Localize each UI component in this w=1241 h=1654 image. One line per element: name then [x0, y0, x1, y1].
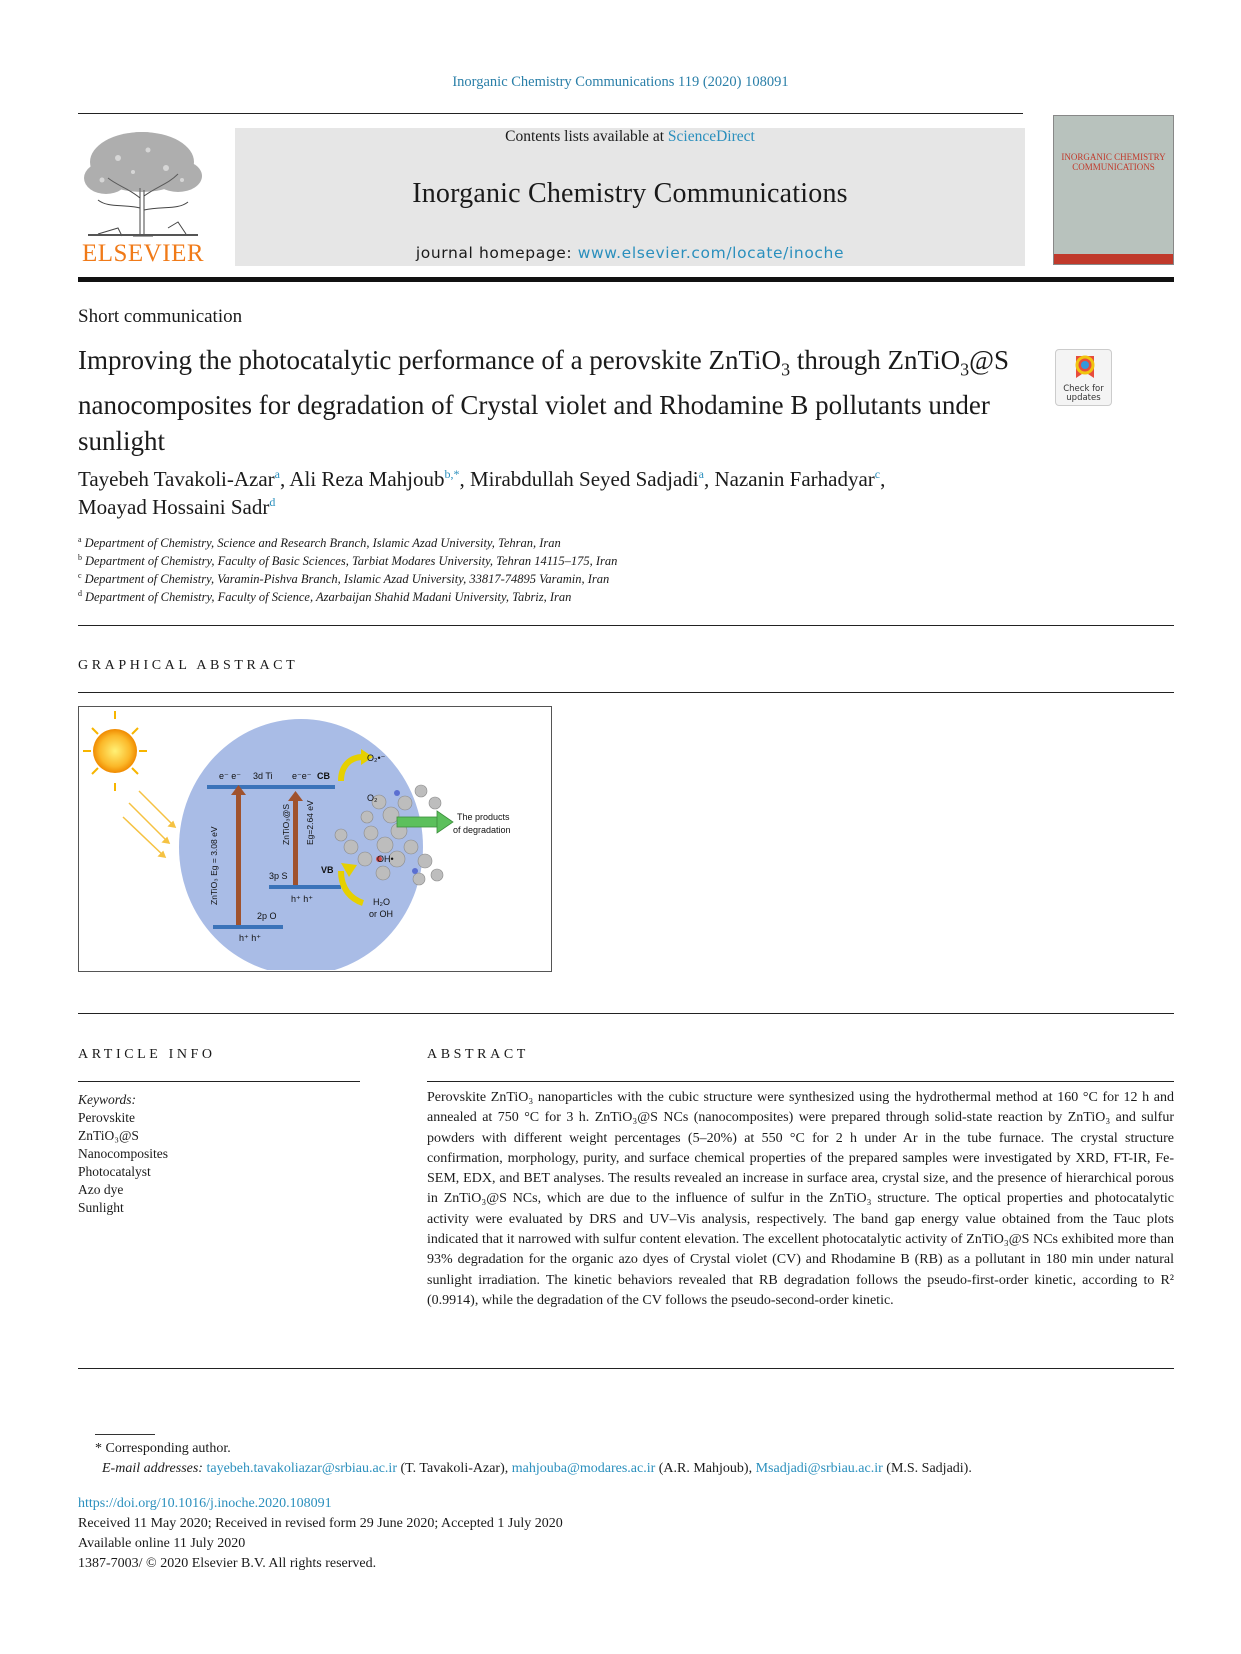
email-owner: (A.R. Mahjoub),	[655, 1461, 756, 1476]
email-link[interactable]: mahjouba@modares.ac.ir	[511, 1461, 656, 1476]
graphical-abstract-figure[interactable]	[78, 706, 552, 972]
affiliation-text: Department of Chemistry, Faculty of Basic Sciences, Tarbiat Modares University, Tehran 14115–175, Iran	[85, 554, 618, 568]
ti-level-label: 3d Ti	[253, 771, 273, 781]
homepage-prefix: journal homepage:	[415, 244, 578, 262]
author-name[interactable]: Mirabdullah Seyed Sadjadi	[469, 467, 699, 491]
author-name[interactable]: Ali Reza Mahjoub	[289, 467, 445, 491]
hydroxyl-radical-label: OH•	[377, 854, 394, 864]
sun-icon	[83, 711, 147, 791]
keyword-item: Azo dye	[78, 1182, 124, 1197]
keywords-label: Keywords:	[78, 1092, 136, 1107]
article-info-rule	[78, 1081, 360, 1082]
email-link[interactable]: Msadjadi@srbiau.ac.ir	[755, 1461, 883, 1476]
cover-title: INORGANIC CHEMISTRY COMMUNICATIONS	[1061, 152, 1166, 172]
products-label-line2: of degradation	[453, 825, 511, 835]
affiliation-item	[78, 552, 617, 570]
abstract-heading: ABSTRACT	[427, 1047, 529, 1062]
sciencedirect-link[interactable]: ScienceDirect	[667, 128, 755, 145]
cb-label: CB	[317, 771, 330, 781]
journal-reference[interactable]: Inorganic Chemistry Communications 119 (2020) 108091	[452, 74, 789, 90]
author-affil-sup[interactable]: a	[698, 467, 704, 481]
title-part-1: Improving the photocatalytic performance of a perovskite ZnTiO	[78, 345, 782, 375]
email-label: E-mail addresses:	[102, 1461, 203, 1476]
affiliation-sup: b	[78, 552, 82, 562]
o-level-label: 2p O	[257, 911, 277, 921]
header-top-rule	[78, 113, 1023, 114]
corresponding-author-note: * Corresponding author.	[95, 1441, 231, 1456]
affiliation-sup: c	[78, 570, 82, 580]
affiliation-text: Department of Chemistry, Varamin-Pishva Branch, Islamic Azad University, 33817-74895 Varamin, Iran	[84, 572, 610, 586]
affiliation-item	[78, 534, 617, 552]
email-owner: (M.S. Sadjadi).	[882, 1461, 972, 1476]
elsevier-wordmark: ELSEVIER	[81, 240, 205, 267]
cb-electrons-left-label: e⁻ e⁻	[219, 771, 242, 781]
check-for-updates-button[interactable]	[1055, 349, 1112, 406]
graphical-abstract-heading: GRAPHICAL ABSTRACT	[78, 658, 299, 673]
cb-electrons-right-label: e⁻e⁻	[292, 771, 312, 781]
author-name[interactable]: Nazanin Farhadyar	[714, 467, 875, 491]
sunlight-rays-icon	[123, 791, 175, 857]
abstract-body: Perovskite ZnTiO₃ nanoparticles with the cubic structure were synthesized using the hydrothermal method at 160 °C for 12 h and annealed at 750 °C for 3 h. ZnTiO₃@S NCs (nanocomposites) were prepared through solid-state reaction by ZnTiO₃ and sulfur powders with different weight percentages (5–20%) at 550 °C for 2 h under Ar in the tube furnace. The crystal structure confirmation, morphology, purity, and surface chemical properties of the prepared samples were investigated by XRD, FT-IR, Fe-SEM, EDX, and BET analyses. The results revealed an increase in surface area, crystal size, and the presence of hierarchical porous in ZnTiO₃@S NCs, which are due to the influence of sulfur in the ZnTiO₃ structure. The optical properties and photocatalytic activity were evaluated by DRS and UV–Vis analysis, respectively. The band gap energy value obtained from the Tauc plots indicated that it narrowed with sulfur content elevation. The excellent photocatalytic activity of ZnTiO₃@S NCs exhibited more than 93% degradation for the organic azo dyes of Crystal violet (CV) and Rhodamine B (RB) as a pollutant in 180 min under natural sunlight irradiation. The kinetic behaviors revealed that RB degradation follows the pseudo-first-order kinetic, according to R² (0.9914), while the degradation of the CV follows the pseudo-second-order kinetic.	[427, 1090, 1174, 1308]
author-affil-sup[interactable]: c	[874, 467, 881, 481]
title-sub-2: 3	[960, 359, 970, 380]
received-dates: Received 11 May 2020; Received in revised form 29 June 2020; Accepted 1 July 2020	[78, 1516, 563, 1531]
water-label: H₂O	[373, 897, 390, 907]
affiliation-item	[78, 570, 617, 588]
keyword-item: Nanocomposites	[78, 1146, 168, 1161]
header-thick-rule	[78, 277, 1174, 282]
keyword-item: ZnTiO₃@S	[78, 1128, 139, 1143]
keyword-item: Photocatalyst	[78, 1164, 151, 1179]
author-name[interactable]: Moayad Hossaini Sadr	[78, 495, 270, 519]
affiliation-sup: d	[78, 588, 82, 598]
author-affil-sup[interactable]: d	[269, 495, 276, 509]
affiliations	[78, 534, 617, 606]
title-sub-1: 3	[781, 359, 791, 380]
author-name[interactable]: Tayebeh Tavakoli-Azar	[78, 467, 275, 491]
email-owner: (T. Tavakoli-Azar),	[397, 1461, 512, 1476]
oxygen-label: O₂	[367, 793, 378, 803]
s-level-label: 3p S	[269, 871, 288, 881]
keyword-item: Sunlight	[78, 1200, 124, 1215]
abstract-bottom-rule	[78, 1368, 1174, 1369]
journal-cover-thumbnail[interactable]	[1053, 115, 1174, 265]
journal-homepage-link[interactable]: www.elsevier.com/locate/inoche	[577, 244, 845, 262]
s-holes-label: h⁺ h⁺	[291, 894, 314, 904]
keywords-list	[78, 1091, 168, 1217]
affiliation-item	[78, 588, 617, 606]
affiliation-text: Department of Chemistry, Science and Research Branch, Islamic Azad University, Tehran, Iran	[84, 536, 561, 550]
crossmark-icon	[1074, 354, 1096, 382]
title-part-2: through ZnTiO	[790, 345, 961, 375]
vb-label: VB	[321, 865, 334, 875]
contents-available-line	[235, 128, 1025, 146]
contents-prefix: Contents lists available at	[505, 128, 668, 145]
abstract-rule	[427, 1081, 1174, 1082]
available-online-date: Available online 11 July 2020	[78, 1536, 246, 1551]
copyright-notice: 1387-7003/ © 2020 Elsevier B.V. All rights reserved.	[78, 1556, 377, 1571]
journal-homepage-line	[235, 244, 1025, 262]
hydroxide-label: or OH	[369, 909, 394, 919]
article-type: Short communication	[78, 306, 243, 327]
o-holes-label: h⁺ h⁺	[239, 933, 262, 943]
band-gap-left-label: ZnTiO₃ Eg = 3.08 eV	[209, 826, 219, 905]
band-gap-right-bottom-label: Eg=2.64 eV	[305, 800, 315, 845]
article-info-heading: ARTICLE INFO	[78, 1047, 216, 1062]
doi-link[interactable]: https://doi.org/10.1016/j.inoche.2020.108091	[78, 1496, 332, 1511]
affiliation-sup: a	[78, 534, 82, 544]
author-affil-sup[interactable]: b,*	[444, 467, 460, 481]
footnote-rule	[95, 1434, 155, 1435]
email-link[interactable]: tayebeh.tavakoliazar@srbiau.ac.ir	[206, 1461, 397, 1476]
journal-title: Inorganic Chemistry Communications	[412, 178, 848, 209]
graphical-abstract-bottom-rule	[78, 1013, 1174, 1014]
affiliation-text: Department of Chemistry, Faculty of Science, Azarbaijan Shahid Madani University, Tabriz, Iran	[85, 590, 572, 604]
superoxide-label: O₂•⁻	[367, 753, 386, 763]
graphical-abstract-rule	[78, 692, 1174, 693]
author-affil-sup[interactable]: a	[274, 467, 280, 481]
title-part-3: @S nanocomposites for degradation of Crystal violet and Rhodamine B pollutants under sunlight	[78, 345, 1009, 457]
author-list: Tayebeh Tavakoli-Azar$^a$, Ali Reza Mahjoub$^{b,*}$, Mirabdullah Seyed Sadjadi$^a$, Nazanin Farhadyar$^c$, Moayad Hossaini Sadr$^d$	[78, 467, 886, 519]
products-label-line1: The products	[457, 812, 510, 822]
affiliation-rule	[78, 625, 1174, 626]
band-gap-right-top-label: ZnTiO₃@S	[281, 803, 291, 845]
article-title	[78, 342, 1038, 459]
keyword-item: Perovskite	[78, 1110, 135, 1125]
cover-bottom-band	[1054, 254, 1173, 264]
crossmark-label: Check for updates	[1063, 384, 1104, 403]
email-addresses	[102, 1461, 972, 1477]
